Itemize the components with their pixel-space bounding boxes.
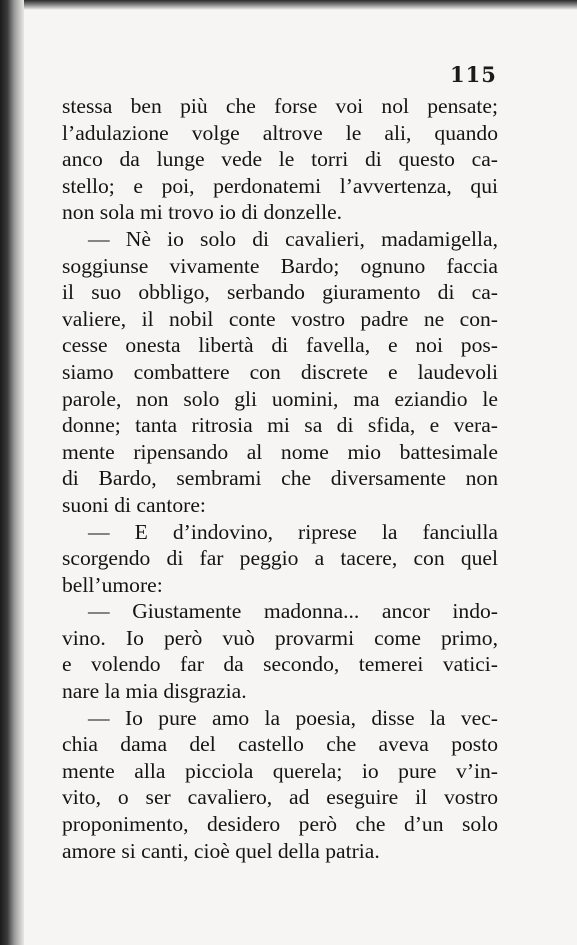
text-line: stello; e poi, perdonatemi l’avvertenza, qui (62, 173, 498, 198)
text-line: mente alla picciola querela; io pure v’in- (62, 758, 498, 783)
text-line: donne; tanta ritrosia mi sa di sfida, e vera- (62, 413, 498, 438)
text-line: il suo obbligo, serbando giuramento di ca- (62, 280, 498, 305)
page-top-edge (0, 0, 577, 10)
text-line: l’adulazione volge altrove le ali, quando (62, 120, 498, 145)
text-line: cesse onesta libertà di favella, e noi pos- (62, 333, 498, 358)
text-line: — E d’indovino, riprese la fanciulla (88, 519, 498, 544)
text-line: scorgendo di far peggio a tacere, con quel (62, 546, 498, 571)
text-line: nare la mia disgrazia. (62, 679, 247, 704)
text-line: vito, o ser cavaliero, ad eseguire il vostro (62, 785, 498, 810)
text-line: — Giustamente madonna... ancor indo- (88, 599, 498, 624)
text-line: di Bardo, sembrami che diversamente non (62, 466, 498, 491)
text-line: parole, non solo gli uomini, ma eziandio le (62, 386, 498, 411)
text-line: proponimento, desidero però che d’un solo (62, 812, 498, 837)
text-line: e volendo far da secondo, temerei vatici- (62, 652, 498, 677)
text-line: siamo combattere con discrete e laudevoli (62, 359, 498, 384)
text-line: — Io pure amo la poesia, disse la vec- (88, 705, 498, 730)
text-line: stessa ben più che forse voi nol pensate; (62, 94, 498, 118)
text-line: suoni di cantore: (62, 492, 206, 517)
body-text (62, 93, 498, 864)
text-line: non sola mi trovo io di donzelle. (62, 200, 343, 225)
text-line: valiere, il nobil conte vostro padre ne con- (62, 306, 498, 331)
text-line: amore si canti, cioè quel della patria. (62, 838, 380, 863)
text-line: anco da lunge vede le torri di questo ca- (62, 147, 498, 172)
text-line: soggiunse vivamente Bardo; ognuno faccia (62, 253, 498, 278)
text-line: bell’umore: (62, 572, 163, 597)
text-line: — Nè io solo di cavalieri, madamigella, (88, 226, 498, 251)
page-number: 115 (450, 62, 497, 87)
text-line: vino. Io però vuò provarmi come primo, (62, 625, 498, 650)
binding-edge (0, 0, 24, 945)
text-line: mente ripensando al nome mio battesimale (62, 439, 498, 464)
text-line: chia dama del castello che aveva posto (62, 732, 498, 757)
